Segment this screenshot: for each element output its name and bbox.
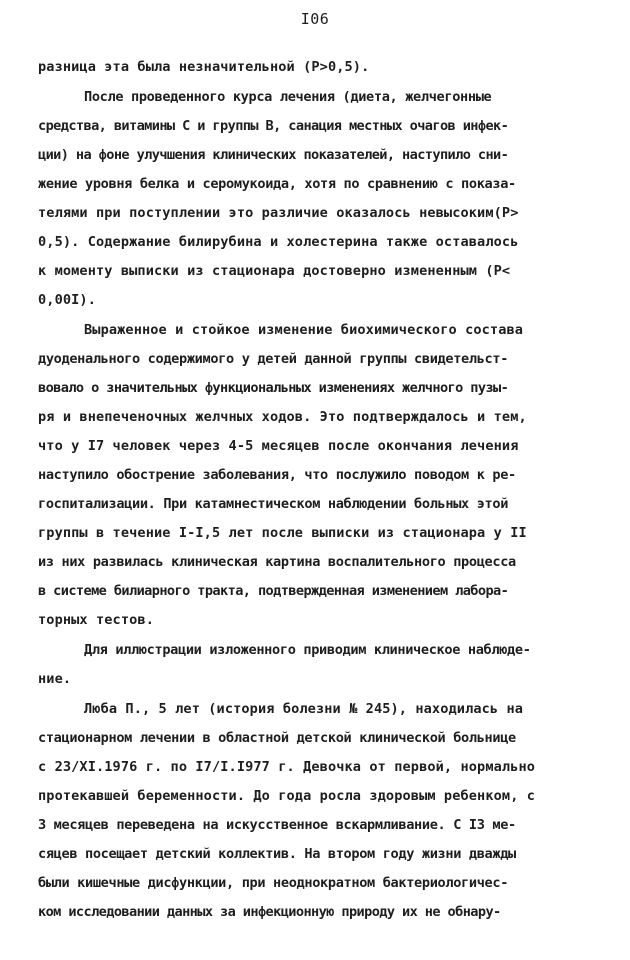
text-line: торных тестов. [38,612,154,628]
text-line: разница эта была незначительной (P>0,5). [38,59,370,75]
text-line: ря и внепеченочных желчных ходов. Это подтверждалось и тем, [38,409,527,425]
text-line: вовало о значительных функциональных изменениях желчного пузы- [38,380,509,396]
text-line: госпитализации. При катамнестическом наблюдении больных этой [38,496,509,512]
text-line: что у I7 человек через 4-5 месяцев после окончания лечения [38,438,519,454]
text-line: из них развилась клиническая картина воспалительного процесса [38,554,516,570]
text-line: были кишечные дисфункции, при неоднократном бактериологичес- [38,875,509,891]
text-line: После проведенного курса лечения (диета, желчегонные [84,89,492,105]
text-line: Для иллюстрации изложенного приводим клиническое наблюде- [84,642,531,658]
text-line: сяцев посещает детский коллектив. На втором году жизни дважды [38,846,516,862]
text-line: ции) на фоне улучшения клинических показателей, наступило сни- [38,147,509,163]
text-line: к моменту выписки из стационара достоверно измененным (P< [38,263,511,279]
text-line: дуоденального содержимого у детей данной группы свидетельст- [38,351,509,367]
text-line: 0,5). Содержание билирубина и холестерина также оставалось [38,234,519,250]
text-line: с 23/XI.1976 г. по I7/I.I977 г. Девочка от первой, нормально [38,759,536,775]
text-line: Люба П., 5 лет (история болезни № 245), находилась на [84,701,524,717]
text-line: жение уровня белка и серомукоида, хотя по сравнению с показа- [38,176,516,192]
text-line: в системе билиарного тракта, подтвержденная изменением лабора- [38,583,509,599]
text-line: группы в течение I-I,5 лет после выписки из стационара у II [38,525,527,541]
text-line: Выраженное и стойкое изменение биохимического состава [84,322,524,338]
text-line: средства, витамины С и группы В, санация местных очагов инфек- [38,118,509,134]
text-line: ние. [38,671,72,687]
text-line: протекавшей беременности. До года росла здоровым ребенком, с [38,788,536,804]
page-number: I06 [300,10,330,28]
text-line: 0,00I). [38,292,96,308]
text-line: наступило обострение заболевания, что послужило поводом к ре- [38,467,516,483]
text-line: 3 месяцев переведена на искусственное вскармливание. С I3 ме- [38,817,516,833]
text-line: стационарном лечении в областной детской клинической больнице [38,730,516,746]
text-line: телями при поступлении это различие оказалось невысоким(P> [38,205,519,221]
text-line: ком исследовании данных за инфекционную природу их не обнару- [38,904,501,920]
